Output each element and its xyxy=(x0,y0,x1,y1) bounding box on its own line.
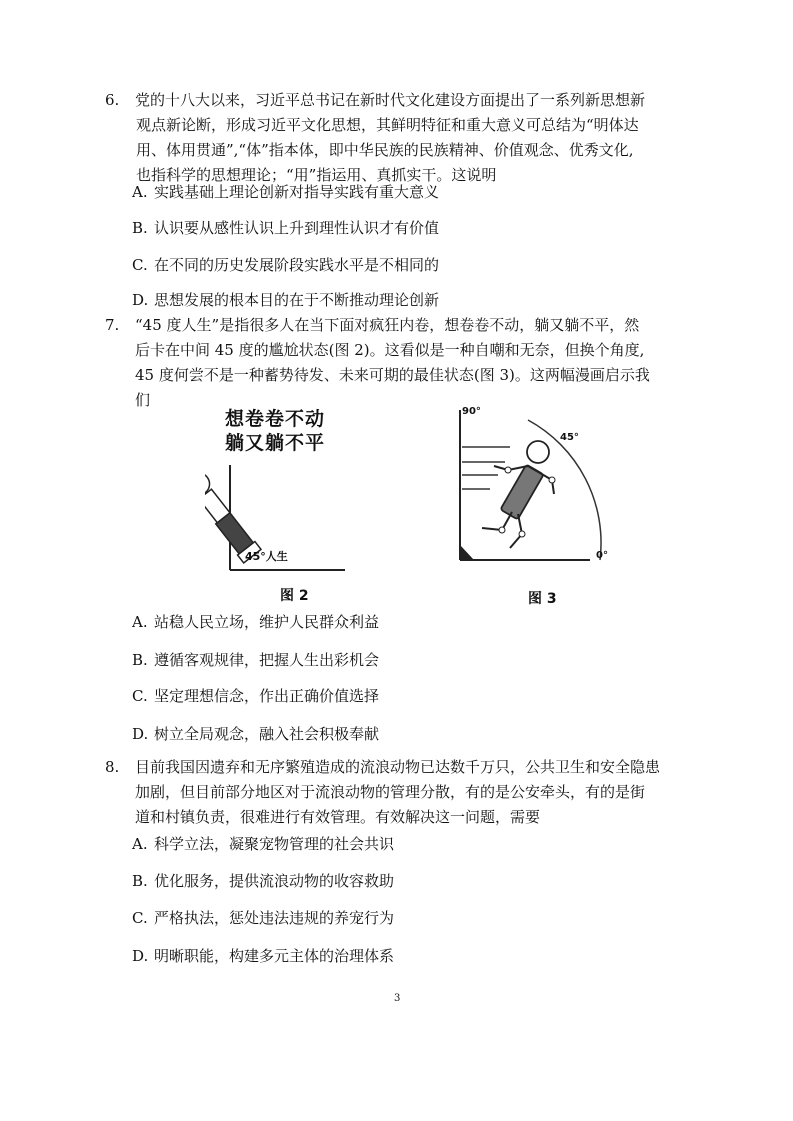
option-text: 思想发展的根本目的在于不断推动理论创新 xyxy=(154,291,440,309)
option-letter: B. xyxy=(132,219,148,237)
option-d[interactable] xyxy=(132,724,379,744)
stem-line: “45 度人生”是指很多人在当下面对疯狂内卷，想卷卷不动，躺又躺不平，然 xyxy=(135,316,640,334)
stem-line: 道和村镇负责，很难进行有效管理。有效解决这一问题，需要 xyxy=(135,808,541,826)
stem-line: 加剧，但目前部分地区对于流浪动物的管理分散，有的是公安牵头，有的是街 xyxy=(135,783,646,801)
figure-3-label-90: 90° xyxy=(462,406,481,417)
figure-2-title-line2: 躺又躺不平 xyxy=(225,432,326,454)
stem-line: 45 度何尝不是一种蓄势待发、未来可期的最佳状态(图 3)。这两幅漫画启示我 xyxy=(135,366,650,384)
question-stem xyxy=(135,755,660,830)
option-letter: C. xyxy=(132,256,148,274)
option-b[interactable] xyxy=(132,218,439,238)
figure-2-caption: 图 2 xyxy=(280,588,309,604)
option-c[interactable] xyxy=(132,686,379,706)
option-a[interactable] xyxy=(132,612,379,632)
figure-3-label-0: 0° xyxy=(596,550,608,561)
option-text: 实践基础上理论创新对指导实践有重大意义 xyxy=(154,183,440,201)
option-d[interactable] xyxy=(132,946,394,966)
figure-2-label: 45°人生 xyxy=(245,550,288,563)
stem-line: 后卡在中间 45 度的尴尬状态(图 2)。这看似是一种自嘲和无奈，但换个角度, xyxy=(135,341,645,359)
option-c[interactable] xyxy=(132,255,439,275)
option-text: 坚定理想信念，作出正确价值选择 xyxy=(154,687,380,705)
question-stem xyxy=(135,88,645,188)
option-letter: A. xyxy=(132,183,148,201)
option-text: 在不同的历史发展阶段实践水平是不相同的 xyxy=(154,256,440,274)
question-number: 7. xyxy=(105,316,120,334)
figure-3-caption: 图 3 xyxy=(528,591,557,607)
option-letter: C. xyxy=(132,687,148,705)
question-number: 8. xyxy=(105,758,120,776)
option-text: 遵循客观规律，把握人生出彩机会 xyxy=(154,651,380,669)
option-letter: D. xyxy=(132,725,149,743)
figure-3-label-45: 45° xyxy=(560,432,579,443)
figure-2 xyxy=(205,400,355,580)
option-text: 树立全局观念，融入社会积极奉献 xyxy=(154,725,380,743)
option-text: 科学立法，凝聚宠物管理的社会共识 xyxy=(154,835,395,853)
question-8 xyxy=(105,755,705,835)
figure-2-title-line1: 想卷卷不动 xyxy=(225,408,326,430)
option-d[interactable] xyxy=(132,290,439,310)
option-text: 明晰职能，构建多元主体的治理体系 xyxy=(154,947,395,965)
option-letter: A. xyxy=(132,835,148,853)
option-letter: B. xyxy=(132,872,148,890)
stem-line: 目前我国因遗弃和无序繁殖造成的流浪动物已达数千万只，公共卫生和安全隐患 xyxy=(135,758,661,776)
option-letter: D. xyxy=(132,291,149,309)
stem-line: 们 xyxy=(135,391,151,409)
option-b[interactable] xyxy=(132,650,379,670)
figure-3 xyxy=(450,400,620,570)
stem-line: 党的十八大以来，习近平总书记在新时代文化建设方面提出了一系列新思想新 xyxy=(135,91,646,109)
figure-3-illustration xyxy=(450,400,620,570)
question-number: 6. xyxy=(105,91,120,109)
option-letter: D. xyxy=(132,947,149,965)
option-a[interactable] xyxy=(132,834,394,854)
page-number: 3 xyxy=(394,993,401,1004)
option-text: 站稳人民立场，维护人民群众利益 xyxy=(154,613,380,631)
question-7 xyxy=(105,313,705,413)
option-letter: B. xyxy=(132,651,148,669)
question-stem xyxy=(135,313,650,413)
option-c[interactable] xyxy=(132,908,394,928)
option-letter: C. xyxy=(132,909,148,927)
option-text: 认识要从感性认识上升到理性认识才有价值 xyxy=(154,219,440,237)
stem-line: 用、体用贯通”,“体”指本体，即中华民族的民族精神、价值观念、优秀文化, xyxy=(136,141,634,159)
option-letter: A. xyxy=(132,613,148,631)
question-6 xyxy=(105,88,705,188)
stem-line: 也指科学的思想理论；“用”指运用、真抓实干。这说明 xyxy=(136,166,497,184)
option-text: 严格执法，惩处违法违规的养宠行为 xyxy=(154,909,395,927)
option-text: 优化服务，提供流浪动物的收容救助 xyxy=(154,872,395,890)
option-a[interactable] xyxy=(132,182,439,202)
stem-line: 观点新论断，形成习近平文化思想，其鲜明特征和重大意义可总结为“明体达 xyxy=(136,116,639,134)
option-b[interactable] xyxy=(132,871,394,891)
